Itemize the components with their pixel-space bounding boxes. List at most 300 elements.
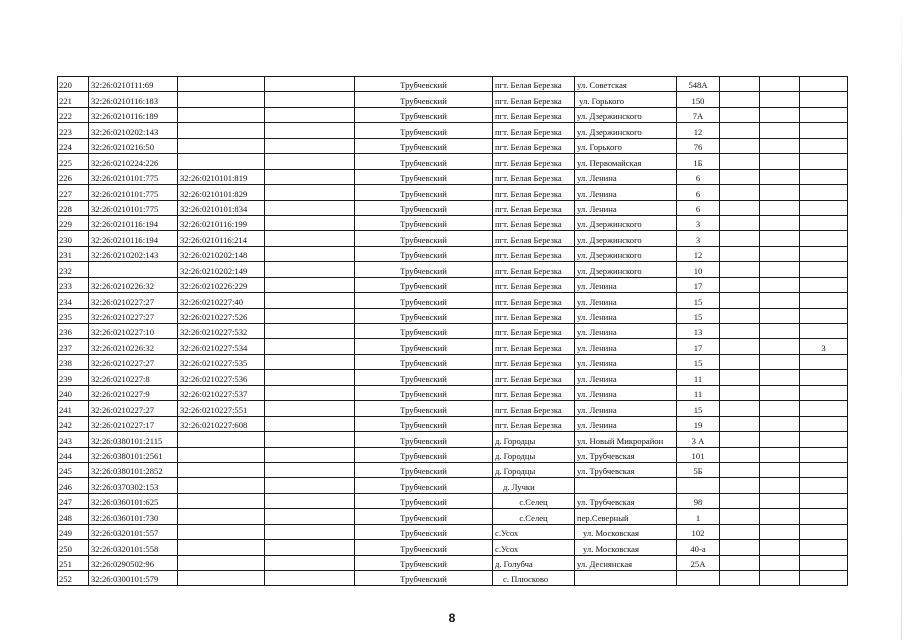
- district-cell: Трубчевский: [355, 308, 493, 323]
- street-cell: ул. Московская: [575, 540, 677, 555]
- house-number-cell: 25А: [677, 555, 720, 570]
- cadastral-room-number-cell: 32:26:0210202:148: [178, 246, 265, 261]
- empty-cell: [760, 262, 800, 277]
- table-row: [58, 555, 848, 570]
- table-row: [58, 231, 848, 246]
- locality-cell: пгт. Белая Березка: [493, 246, 575, 261]
- empty-cell: [720, 555, 760, 570]
- house-number-cell: 12: [677, 123, 720, 138]
- note-cell: [800, 555, 848, 570]
- empty-cell: [265, 262, 355, 277]
- locality-cell: пгт. Белая Березка: [493, 277, 575, 292]
- house-number-cell: 5Б: [677, 462, 720, 477]
- row-number-cell: 222: [58, 107, 89, 122]
- cadastral-room-number-cell: [178, 555, 265, 570]
- cadastral-number-cell: 32:26:0210202:143: [89, 246, 178, 261]
- locality-cell: пгт. Белая Березка: [493, 416, 575, 431]
- row-number-cell: 245: [58, 462, 89, 477]
- district-cell: Трубчевский: [355, 493, 493, 508]
- note-cell: [800, 246, 848, 261]
- locality-cell: пгт. Белая Березка: [493, 293, 575, 308]
- row-number-cell: 225: [58, 154, 89, 169]
- cadastral-room-number-cell: 32:26:0210227:608: [178, 416, 265, 431]
- row-number-cell: 229: [58, 215, 89, 230]
- locality-cell: с.Селец: [493, 493, 575, 508]
- cadastral-number-cell: 32:26:0210227:27: [89, 308, 178, 323]
- cadastral-number-cell: 32:26:0210116:194: [89, 215, 178, 230]
- cadastral-room-number-cell: [178, 123, 265, 138]
- district-cell: Трубчевский: [355, 447, 493, 462]
- empty-cell: [720, 185, 760, 200]
- locality-cell: пгт. Белая Березка: [493, 169, 575, 184]
- cadastral-room-number-cell: 32:26:0210227:551: [178, 401, 265, 416]
- district-cell: Трубчевский: [355, 215, 493, 230]
- empty-cell: [265, 524, 355, 539]
- house-number-cell: 1Б: [677, 154, 720, 169]
- street-cell: ул. Ленина: [575, 354, 677, 369]
- district-cell: Трубчевский: [355, 432, 493, 447]
- street-cell: ул. Ленина: [575, 416, 677, 431]
- row-number-cell: 231: [58, 246, 89, 261]
- row-number-cell: 235: [58, 308, 89, 323]
- empty-cell: [265, 277, 355, 292]
- empty-cell: [265, 401, 355, 416]
- house-number-cell: 101: [677, 447, 720, 462]
- empty-cell: [760, 200, 800, 215]
- district-cell: Трубчевский: [355, 185, 493, 200]
- empty-cell: [760, 138, 800, 153]
- table-row: [58, 571, 848, 586]
- street-cell: ул. Ленина: [575, 293, 677, 308]
- cadastral-number-cell: 32:26:0370302:153: [89, 478, 178, 493]
- note-cell: [800, 138, 848, 153]
- district-cell: Трубчевский: [355, 571, 493, 586]
- note-cell: [800, 401, 848, 416]
- empty-cell: [760, 324, 800, 339]
- empty-cell: [720, 246, 760, 261]
- note-cell: [800, 169, 848, 184]
- note-cell: [800, 154, 848, 169]
- table-row: [58, 138, 848, 153]
- house-number-cell: 15: [677, 308, 720, 323]
- empty-cell: [720, 462, 760, 477]
- cadastral-room-number-cell: [178, 493, 265, 508]
- note-cell: 3: [800, 339, 848, 354]
- row-number-cell: 221: [58, 92, 89, 107]
- cadastral-room-number-cell: 32:26:0210227:532: [178, 324, 265, 339]
- locality-cell: д. Голубча: [493, 555, 575, 570]
- district-cell: Трубчевский: [355, 277, 493, 292]
- house-number-cell: 15: [677, 354, 720, 369]
- locality-cell: пгт. Белая Березка: [493, 138, 575, 153]
- house-number-cell: 76: [677, 138, 720, 153]
- empty-cell: [265, 370, 355, 385]
- empty-cell: [265, 215, 355, 230]
- cadastral-room-number-cell: 32:26:0210227:536: [178, 370, 265, 385]
- house-number-cell: 11: [677, 385, 720, 400]
- empty-cell: [720, 77, 760, 92]
- district-cell: Трубчевский: [355, 107, 493, 122]
- table-row: [58, 92, 848, 107]
- locality-cell: пгт. Белая Березка: [493, 215, 575, 230]
- empty-cell: [265, 123, 355, 138]
- empty-cell: [265, 308, 355, 323]
- empty-cell: [720, 324, 760, 339]
- street-cell: ул. Трубчевская: [575, 462, 677, 477]
- street-cell: пер.Северный: [575, 509, 677, 524]
- district-cell: Трубчевский: [355, 262, 493, 277]
- street-cell: ул. Ленина: [575, 324, 677, 339]
- table-row: [58, 370, 848, 385]
- row-number-cell: 251: [58, 555, 89, 570]
- cadastral-number-cell: [89, 262, 178, 277]
- row-number-cell: 224: [58, 138, 89, 153]
- house-number-cell: 13: [677, 324, 720, 339]
- empty-cell: [265, 324, 355, 339]
- locality-cell: пгт. Белая Березка: [493, 92, 575, 107]
- cadastral-room-number-cell: [178, 509, 265, 524]
- row-number-cell: 238: [58, 354, 89, 369]
- street-cell: ул. Горького: [575, 92, 677, 107]
- row-number-cell: 242: [58, 416, 89, 431]
- row-number-cell: 230: [58, 231, 89, 246]
- row-number-cell: 243: [58, 432, 89, 447]
- locality-cell: пгт. Белая Березка: [493, 107, 575, 122]
- table-row: [58, 354, 848, 369]
- row-number-cell: 241: [58, 401, 89, 416]
- empty-cell: [265, 92, 355, 107]
- house-number-cell: 102: [677, 524, 720, 539]
- note-cell: [800, 277, 848, 292]
- empty-cell: [760, 385, 800, 400]
- district-cell: Трубчевский: [355, 555, 493, 570]
- house-number-cell: [677, 571, 720, 586]
- empty-cell: [265, 169, 355, 184]
- locality-cell: пгт. Белая Березка: [493, 385, 575, 400]
- locality-cell: пгт. Белая Березка: [493, 200, 575, 215]
- note-cell: [800, 416, 848, 431]
- house-number-cell: [677, 478, 720, 493]
- note-cell: [800, 308, 848, 323]
- empty-cell: [720, 200, 760, 215]
- street-cell: ул. Дзержинского: [575, 246, 677, 261]
- cadastral-room-number-cell: [178, 92, 265, 107]
- empty-cell: [720, 540, 760, 555]
- note-cell: [800, 354, 848, 369]
- cadastral-room-number-cell: 32:26:0210227:40: [178, 293, 265, 308]
- row-number-cell: 234: [58, 293, 89, 308]
- cadastral-room-number-cell: 32:26:0210227:534: [178, 339, 265, 354]
- house-number-cell: 548А: [677, 77, 720, 92]
- row-number-cell: 237: [58, 339, 89, 354]
- empty-cell: [265, 462, 355, 477]
- row-number-cell: 223: [58, 123, 89, 138]
- locality-cell: с.Усох: [493, 524, 575, 539]
- empty-cell: [265, 447, 355, 462]
- note-cell: [800, 77, 848, 92]
- empty-cell: [265, 185, 355, 200]
- table-row: [58, 293, 848, 308]
- locality-cell: с. Плюсково: [493, 571, 575, 586]
- note-cell: [800, 262, 848, 277]
- locality-cell: д. Городцы: [493, 432, 575, 447]
- cadastral-number-cell: 32:26:0210101:775: [89, 169, 178, 184]
- street-cell: ул. Ленина: [575, 277, 677, 292]
- empty-cell: [760, 493, 800, 508]
- district-cell: Трубчевский: [355, 416, 493, 431]
- note-cell: [800, 432, 848, 447]
- row-number-cell: 252: [58, 571, 89, 586]
- locality-cell: д. Городцы: [493, 447, 575, 462]
- street-cell: ул. Трубчевская: [575, 447, 677, 462]
- empty-cell: [720, 370, 760, 385]
- empty-cell: [265, 354, 355, 369]
- empty-cell: [265, 339, 355, 354]
- note-cell: [800, 107, 848, 122]
- locality-cell: пгт. Белая Березка: [493, 324, 575, 339]
- row-number-cell: 228: [58, 200, 89, 215]
- district-cell: Трубчевский: [355, 92, 493, 107]
- cadastral-number-cell: 32:26:0290502:96: [89, 555, 178, 570]
- cadastral-number-cell: 32:26:0210227:27: [89, 401, 178, 416]
- note-cell: [800, 447, 848, 462]
- cadastral-number-cell: 32:26:0210116:194: [89, 231, 178, 246]
- note-cell: [800, 571, 848, 586]
- table-row: [58, 185, 848, 200]
- cadastral-room-number-cell: [178, 540, 265, 555]
- cadastral-room-number-cell: [178, 77, 265, 92]
- cadastral-room-number-cell: 32:26:0210101:819: [178, 169, 265, 184]
- row-number-cell: 232: [58, 262, 89, 277]
- empty-cell: [760, 416, 800, 431]
- row-number-cell: 239: [58, 370, 89, 385]
- empty-cell: [720, 447, 760, 462]
- locality-cell: пгт. Белая Березка: [493, 370, 575, 385]
- house-number-cell: 7А: [677, 107, 720, 122]
- district-cell: Трубчевский: [355, 138, 493, 153]
- district-cell: Трубчевский: [355, 401, 493, 416]
- cadastral-room-number-cell: [178, 138, 265, 153]
- row-number-cell: 233: [58, 277, 89, 292]
- table-row: [58, 123, 848, 138]
- cadastral-room-number-cell: 32:26:0210101:834: [178, 200, 265, 215]
- row-number-cell: 244: [58, 447, 89, 462]
- note-cell: [800, 215, 848, 230]
- locality-cell: пгт. Белая Березка: [493, 308, 575, 323]
- cadastral-room-number-cell: 32:26:0210116:214: [178, 231, 265, 246]
- empty-cell: [265, 154, 355, 169]
- table-row: [58, 385, 848, 400]
- cadastral-room-number-cell: 32:26:0210116:199: [178, 215, 265, 230]
- cadastral-room-number-cell: 32:26:0210101:829: [178, 185, 265, 200]
- property-register-table: [57, 76, 848, 586]
- cadastral-number-cell: 32:26:0210227:10: [89, 324, 178, 339]
- table-row: [58, 200, 848, 215]
- locality-cell: пгт. Белая Березка: [493, 354, 575, 369]
- cadastral-number-cell: 32:26:0210116:189: [89, 107, 178, 122]
- table-row: [58, 277, 848, 292]
- empty-cell: [760, 231, 800, 246]
- empty-cell: [760, 401, 800, 416]
- register-body: [58, 77, 848, 586]
- empty-cell: [265, 385, 355, 400]
- empty-cell: [265, 77, 355, 92]
- empty-cell: [760, 478, 800, 493]
- street-cell: ул. Дзержинского: [575, 262, 677, 277]
- street-cell: ул. Ленина: [575, 370, 677, 385]
- table-row: [58, 154, 848, 169]
- table-row: [58, 478, 848, 493]
- locality-cell: пгт. Белая Березка: [493, 185, 575, 200]
- empty-cell: [265, 571, 355, 586]
- table-row: [58, 107, 848, 122]
- row-number-cell: 220: [58, 77, 89, 92]
- cadastral-room-number-cell: [178, 524, 265, 539]
- street-cell: ул. Трубчевская: [575, 493, 677, 508]
- cadastral-room-number-cell: [178, 462, 265, 477]
- empty-cell: [720, 231, 760, 246]
- cadastral-room-number-cell: 32:26:0210227:537: [178, 385, 265, 400]
- note-cell: [800, 231, 848, 246]
- note-cell: [800, 540, 848, 555]
- note-cell: [800, 493, 848, 508]
- empty-cell: [720, 169, 760, 184]
- note-cell: [800, 509, 848, 524]
- empty-cell: [265, 246, 355, 261]
- empty-cell: [760, 555, 800, 570]
- empty-cell: [265, 200, 355, 215]
- cadastral-room-number-cell: 32:26:0210227:535: [178, 354, 265, 369]
- street-cell: ул. Московская: [575, 524, 677, 539]
- empty-cell: [760, 293, 800, 308]
- row-number-cell: 236: [58, 324, 89, 339]
- street-cell: ул. Горького: [575, 138, 677, 153]
- locality-cell: д. Городцы: [493, 462, 575, 477]
- house-number-cell: 40-а: [677, 540, 720, 555]
- row-number-cell: 226: [58, 169, 89, 184]
- empty-cell: [760, 107, 800, 122]
- house-number-cell: 17: [677, 339, 720, 354]
- table-row: [58, 246, 848, 261]
- house-number-cell: 19: [677, 416, 720, 431]
- empty-cell: [720, 401, 760, 416]
- table-row: [58, 540, 848, 555]
- page-number: 8: [448, 611, 456, 625]
- cadastral-number-cell: 32:26:0210227:27: [89, 354, 178, 369]
- empty-cell: [265, 509, 355, 524]
- empty-cell: [760, 354, 800, 369]
- empty-cell: [760, 154, 800, 169]
- empty-cell: [720, 524, 760, 539]
- empty-cell: [265, 493, 355, 508]
- row-number-cell: 247: [58, 493, 89, 508]
- empty-cell: [760, 524, 800, 539]
- table-row: [58, 416, 848, 431]
- empty-cell: [760, 246, 800, 261]
- house-number-cell: 12: [677, 246, 720, 261]
- cadastral-number-cell: 32:26:0210101:775: [89, 200, 178, 215]
- row-number-cell: 249: [58, 524, 89, 539]
- house-number-cell: 6: [677, 200, 720, 215]
- empty-cell: [760, 277, 800, 292]
- house-number-cell: 1: [677, 509, 720, 524]
- table-row: [58, 339, 848, 354]
- district-cell: Трубчевский: [355, 478, 493, 493]
- empty-cell: [265, 432, 355, 447]
- table-row: [58, 215, 848, 230]
- house-number-cell: 17: [677, 277, 720, 292]
- locality-cell: пгт. Белая Березка: [493, 123, 575, 138]
- locality-cell: д. Лучки: [493, 478, 575, 493]
- cadastral-room-number-cell: 32:26:0210226:229: [178, 277, 265, 292]
- empty-cell: [720, 354, 760, 369]
- empty-cell: [760, 169, 800, 184]
- note-cell: [800, 385, 848, 400]
- row-number-cell: 250: [58, 540, 89, 555]
- empty-cell: [265, 293, 355, 308]
- table-row: [58, 169, 848, 184]
- note-cell: [800, 92, 848, 107]
- district-cell: Трубчевский: [355, 354, 493, 369]
- street-cell: [575, 478, 677, 493]
- district-cell: Трубчевский: [355, 246, 493, 261]
- scan-edge-shadow: [901, 0, 902, 640]
- table-row: [58, 447, 848, 462]
- street-cell: ул. Дзержинского: [575, 231, 677, 246]
- empty-cell: [760, 462, 800, 477]
- house-number-cell: 3: [677, 231, 720, 246]
- street-cell: ул. Советская: [575, 77, 677, 92]
- district-cell: Трубчевский: [355, 339, 493, 354]
- cadastral-number-cell: 32:26:0210111:69: [89, 77, 178, 92]
- cadastral-number-cell: 32:26:0210216:50: [89, 138, 178, 153]
- street-cell: ул. Ленина: [575, 185, 677, 200]
- empty-cell: [760, 370, 800, 385]
- empty-cell: [720, 385, 760, 400]
- district-cell: Трубчевский: [355, 509, 493, 524]
- cadastral-number-cell: 32:26:0210226:32: [89, 277, 178, 292]
- district-cell: Трубчевский: [355, 324, 493, 339]
- district-cell: Трубчевский: [355, 540, 493, 555]
- street-cell: ул. Дзержинского: [575, 107, 677, 122]
- street-cell: ул. Ленина: [575, 169, 677, 184]
- cadastral-number-cell: 32:26:0210227:17: [89, 416, 178, 431]
- cadastral-number-cell: 32:26:0210202:143: [89, 123, 178, 138]
- empty-cell: [720, 308, 760, 323]
- empty-cell: [760, 123, 800, 138]
- note-cell: [800, 462, 848, 477]
- empty-cell: [760, 447, 800, 462]
- district-cell: Трубчевский: [355, 231, 493, 246]
- house-number-cell: 10: [677, 262, 720, 277]
- house-number-cell: 3 А: [677, 432, 720, 447]
- cadastral-number-cell: 32:26:0210224:226: [89, 154, 178, 169]
- empty-cell: [720, 416, 760, 431]
- note-cell: [800, 370, 848, 385]
- row-number-cell: 248: [58, 509, 89, 524]
- empty-cell: [265, 416, 355, 431]
- house-number-cell: 6: [677, 185, 720, 200]
- cadastral-number-cell: 32:26:0380101:2852: [89, 462, 178, 477]
- empty-cell: [760, 432, 800, 447]
- street-cell: ул. Первомайская: [575, 154, 677, 169]
- empty-cell: [760, 215, 800, 230]
- empty-cell: [720, 509, 760, 524]
- table-row: [58, 77, 848, 92]
- cadastral-number-cell: 32:26:0210116:183: [89, 92, 178, 107]
- district-cell: Трубчевский: [355, 370, 493, 385]
- cadastral-number-cell: 32:26:0210101:775: [89, 185, 178, 200]
